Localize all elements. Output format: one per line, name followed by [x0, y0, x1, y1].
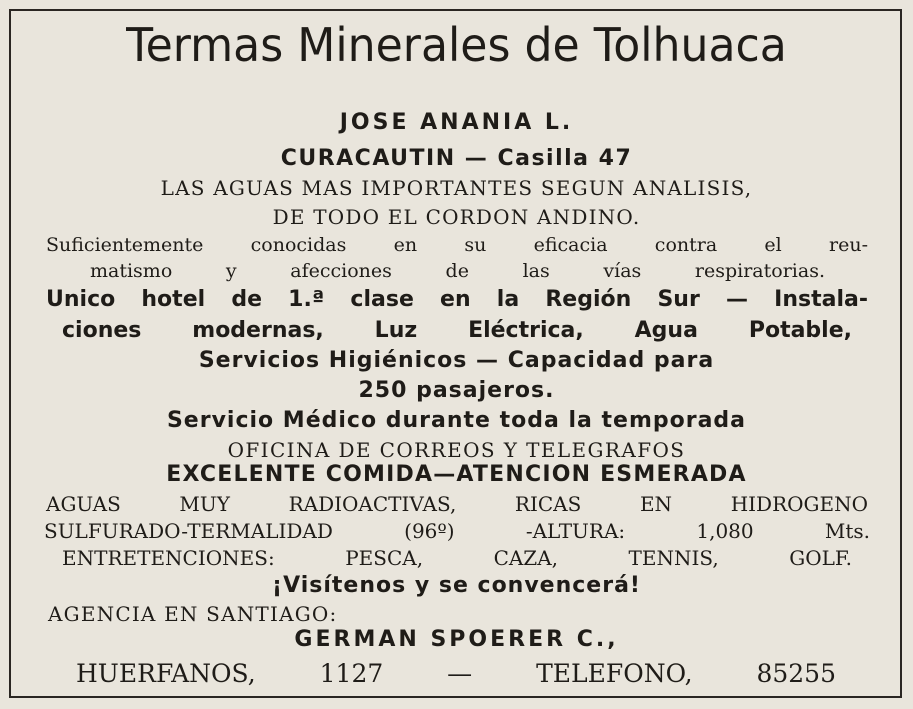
- analysis-line-1: LAS AGUAS MAS IMPORTANTES SEGUN ANALISIS,: [160, 176, 753, 200]
- entertainment-line: ENTRETENCIONES: PESCA, CAZA, TENNIS, GOLF.: [62, 546, 852, 570]
- city-address: CURACAUTIN — Casilla 47: [280, 146, 633, 171]
- efficacy-line-2: matismo y afecciones de las vías respiratorias.: [90, 260, 825, 282]
- post-office-line: OFICINA DE CORREOS Y TELEGRAFOS: [227, 438, 686, 462]
- food-service-line: EXCELENTE COMIDA—ATENCION ESMERADA: [166, 462, 747, 487]
- medical-service: Servicio Médico durante toda la temporada: [166, 408, 747, 433]
- hotel-line-1: Unico hotel de 1.ª clase en la Región Sur — Instala-: [46, 287, 868, 312]
- visit-slogan: ¡Visítenos y se convencerá!: [272, 573, 641, 598]
- agent-address: HUERFANOS, 1127 — TELEFONO, 85255: [76, 659, 836, 688]
- analysis-line-2: DE TODO EL CORDON ANDINO.: [272, 205, 641, 229]
- agent-name: GERMAN SPOERER C.,: [294, 627, 619, 652]
- hotel-capacity: 250 pasajeros.: [358, 378, 555, 403]
- ad-title: Termas Minerales de Tolhuaca: [126, 18, 787, 72]
- waters-line-1: AGUAS MUY RADIOACTIVAS, RICAS EN HIDROGENO: [46, 492, 868, 516]
- owner-name: JOSE ANANIA L.: [339, 110, 574, 135]
- hotel-line-3: Servicios Higiénicos — Capacidad para: [198, 348, 715, 373]
- hotel-line-2: ciones modernas, Luz Eléctrica, Agua Potable,: [62, 318, 852, 343]
- efficacy-line-1: Suficientemente conocidas en su eficacia contra el reu-: [46, 234, 868, 256]
- agency-label: AGENCIA EN SANTIAGO:: [48, 602, 338, 626]
- waters-line-2: SULFURADO-TERMALIDAD (96º) -ALTURA: 1,080 Mts.: [44, 519, 870, 543]
